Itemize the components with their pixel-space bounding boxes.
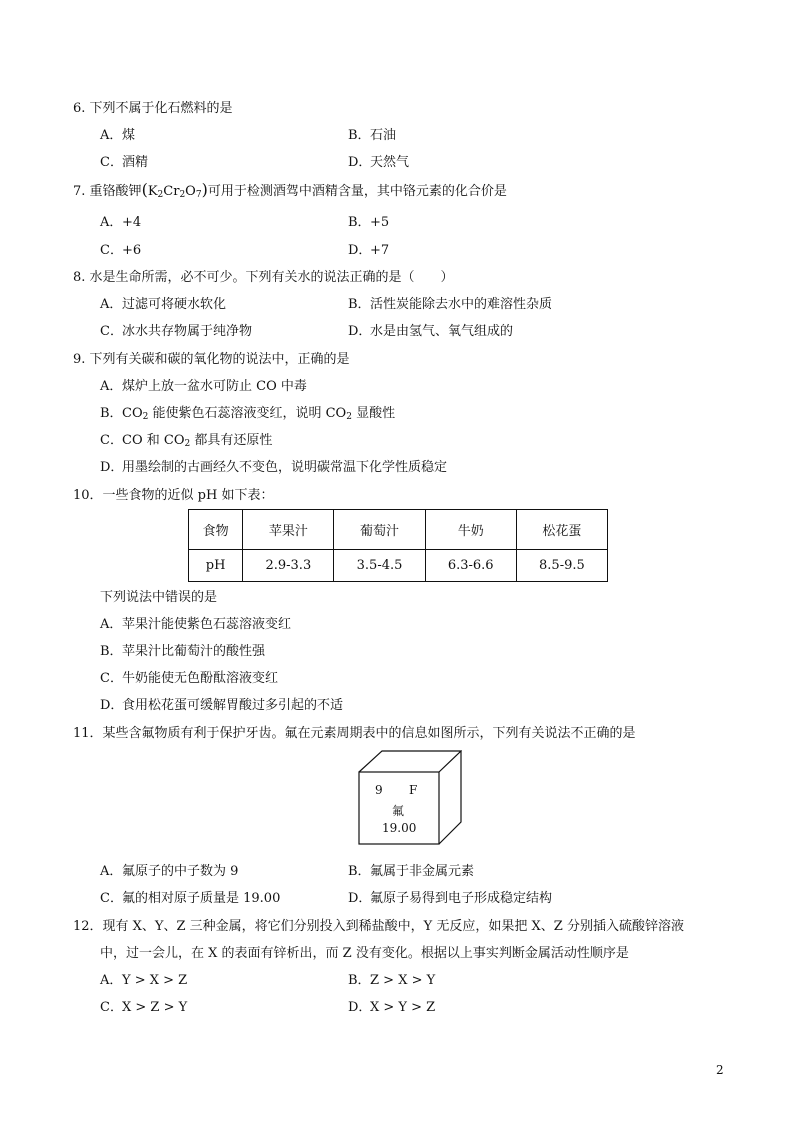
question-number: 8. [73, 270, 86, 285]
page-number: 2 [716, 1063, 724, 1077]
table-cell: pH [189, 549, 243, 581]
question-9 [73, 348, 350, 367]
question-10 [73, 484, 273, 503]
question-number: 9. [73, 352, 86, 367]
table-cell: 牛奶 [425, 510, 516, 550]
option-c: C．氟的相对原子质量是 19.00 [100, 891, 281, 906]
option-d: D．氟原子易得到电子形成稳定结构 [348, 891, 553, 906]
question-stem: 下列不属于化石燃料的是 [89, 101, 233, 116]
question-stem: 下列有关碳和碳的氧化物的说法中，正确的是 [89, 352, 350, 367]
option-b: B．苹果汁比葡萄汁的酸性强 [100, 644, 266, 659]
option-d: D．天然气 [348, 155, 410, 170]
question-number: 12． [73, 919, 103, 934]
option-b: B．Z > X > Y [348, 973, 436, 988]
option-c: C．冰水共存物属于纯净物 [100, 324, 253, 339]
option-c: C．+6 [100, 243, 142, 258]
question-stem: 一些食物的近似 pH 如下表： [102, 488, 274, 503]
option-c: C．X > Z > Y [100, 1000, 188, 1015]
question-number: 6. [73, 101, 86, 116]
option-b: B．石油 [348, 128, 397, 143]
option-d: D．+7 [348, 243, 390, 258]
chemical-formula: $(K_2Cr_2O_7)$ [141, 180, 208, 200]
question-6 [73, 97, 233, 116]
question-8 [73, 266, 454, 285]
table-cell: 松花蛋 [516, 510, 607, 550]
option-d: D．用墨绘制的古画经久不变色，说明碳常温下化学性质稳定 [100, 460, 448, 475]
option-b: B．活性炭能除去水中的难溶性杂质 [348, 297, 553, 312]
table-header-row [189, 510, 608, 550]
table-cell: 8.5-9.5 [516, 549, 607, 581]
option-d: D．水是由氢气、氧气组成的 [348, 324, 514, 339]
element-name: 氟 [392, 804, 405, 818]
question-stem: 水是生命所需，必不可少。下列有关水的说法正确的是（ ） [89, 270, 454, 285]
option-b: B．+5 [348, 215, 390, 230]
question-stem: 某些含氟物质有利于保护牙齿。氟在元素周期表中的信息如图所示，下列有关说法不正确的是 [102, 726, 636, 741]
table-cell: 苹果汁 [243, 510, 334, 550]
option-c: C．酒精 [100, 155, 149, 170]
option-d: D．X > Y > Z [348, 1000, 436, 1015]
question-number: 10． [73, 488, 103, 503]
atomic-mass: 19.00 [382, 821, 417, 835]
question-number: 7. [73, 184, 86, 199]
element-symbol: F [409, 783, 418, 797]
question-11 [73, 722, 636, 741]
table-cell: 6.3-6.6 [425, 549, 516, 581]
table-cell: 食物 [189, 510, 243, 550]
option-d: D．食用松花蛋可缓解胃酸过多引起的不适 [100, 698, 344, 713]
table-cell: 2.9-3.3 [243, 549, 334, 581]
option-a: A．苹果汁能使紫色石蕊溶液变红 [100, 617, 292, 632]
option-a: A．氟原子的中子数为 9 [100, 864, 239, 879]
option-c: C．牛奶能使无色酚酞溶液变红 [100, 671, 279, 686]
question-number: 11． [73, 726, 103, 741]
question-stem-line1: 现有 X、Y、Z 三种金属，将它们分别投入到稀盐酸中，Y 无反应，如果把 X、Z 分别插入硫酸锌溶液 [102, 919, 684, 934]
option-b: B．$CO_2$ 能使紫色石蕊溶液变红，说明 $CO_2$ 显酸性 [100, 406, 396, 422]
option-a: A．煤 [100, 128, 136, 143]
table-cell: 葡萄汁 [334, 510, 425, 550]
option-a: A．Y > X > Z [100, 973, 188, 988]
periodic-element-box [358, 750, 462, 846]
question-7: 7. 重铬酸钾$(K_2Cr_2O_7)$可用于检测酒驾中酒精含量，其中铬元素的化合价是 [73, 180, 507, 200]
question-10-followup: 下列说法中错误的是 [100, 590, 218, 605]
table-row [189, 549, 608, 581]
option-a: A．煤炉上放一盆水可防止 CO 中毒 [100, 379, 307, 394]
atomic-number: 9 [375, 783, 383, 797]
table-cell: 3.5-4.5 [334, 549, 425, 581]
ph-table [188, 509, 608, 582]
option-b: B．氟属于非金属元素 [348, 864, 475, 879]
option-a: A．+4 [100, 215, 142, 230]
question-stem-line2: 中，过一会儿，在 X 的表面有锌析出，而 Z 没有变化。根据以上事实判断金属活动性顺序是 [100, 946, 629, 961]
option-a: A．过滤可将硬水软化 [100, 297, 227, 312]
question-12 [73, 915, 684, 934]
option-c: C．CO 和 $CO_2$ 都具有还原性 [100, 433, 273, 449]
